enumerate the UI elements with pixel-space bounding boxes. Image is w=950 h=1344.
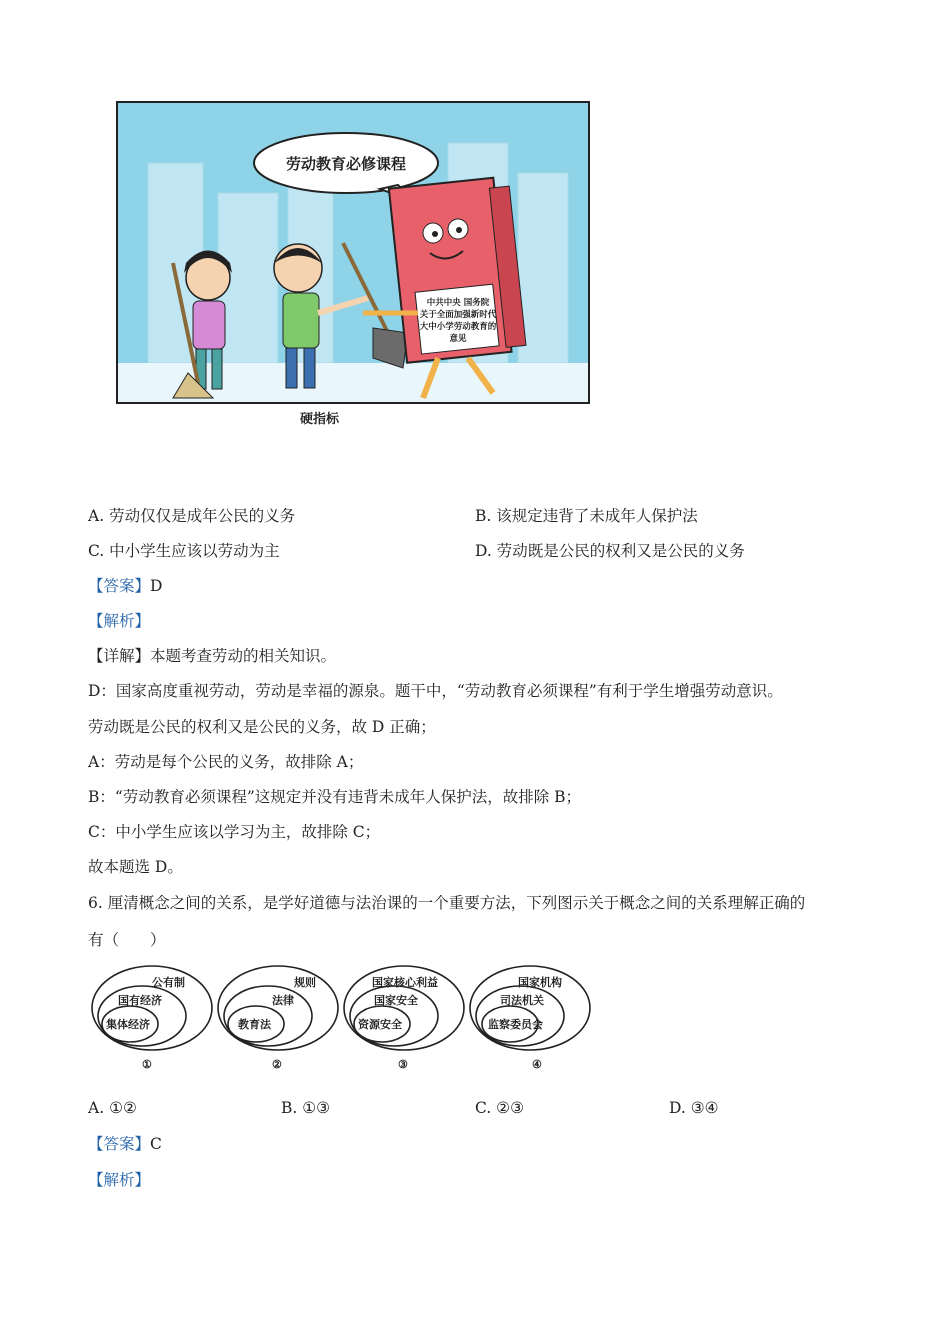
option-label: C. — [475, 1099, 492, 1117]
detail-text: 本题考查劳动的相关知识。 — [150, 647, 337, 665]
book-text-line-1: 中共中央 国务院 — [426, 298, 490, 308]
option-text: ②③ — [496, 1099, 524, 1117]
q5-explain-line-1: D：国家高度重视劳动，劳动是幸福的源泉。题干中，“劳动教育必须课程”有利于学生增强劳动意识。 — [88, 682, 783, 700]
option-text: ①③ — [302, 1099, 331, 1117]
option-label: C. — [88, 542, 105, 560]
diagram1-middle-label: 国有经济 — [118, 994, 162, 1007]
option-text: ①② — [109, 1099, 137, 1117]
diagram4-middle-label: 司法机关 — [500, 994, 544, 1007]
option-label: A. — [88, 1099, 105, 1117]
concept-diagrams-svg — [90, 962, 600, 1074]
answer-tag: 【答案】 — [88, 1135, 151, 1153]
answer-value: D — [150, 577, 163, 595]
option-text: 该规定违背了未成年人保护法 — [496, 507, 698, 525]
option-text: ③④ — [690, 1099, 719, 1117]
diagram1-inner-label: 集体经济 — [106, 1018, 150, 1031]
q5-explain-line-3: A：劳动是每个公民的义务，故排除 A； — [88, 753, 364, 771]
diagram1-outer-label: 公有制 — [152, 976, 185, 989]
diagram3-outer-label: 国家核心利益 — [372, 976, 438, 989]
option-text: 中小学生应该以劳动为主 — [109, 542, 280, 560]
q5-option-a — [88, 506, 295, 526]
diagram4-outer-label: 国家机构 — [518, 976, 562, 989]
q6-option-d — [669, 1098, 719, 1118]
diagram4-inner-label: 监察委员会 — [488, 1018, 543, 1031]
q5-explain-line-6: 故本题选 D。 — [88, 858, 183, 876]
q6-stem-line-2: 有（ ） — [88, 931, 166, 949]
option-text: 劳动既是公民的权利又是公民的义务 — [496, 542, 745, 560]
q5-option-c — [88, 541, 280, 561]
q5-option-b — [475, 506, 698, 526]
q6-option-b — [281, 1098, 330, 1118]
speech-bubble-text: 劳动教育必修课程 — [285, 155, 407, 173]
q5-option-d — [475, 541, 745, 561]
cartoon-svg — [118, 103, 588, 402]
q5-answer — [88, 576, 162, 596]
option-label: D. — [475, 542, 492, 560]
diagram3-inner-label: 资源安全 — [358, 1018, 402, 1031]
book-text-line-2: 关于全面加强新时代 — [419, 310, 497, 320]
book-text-line-4: 意见 — [449, 334, 467, 344]
option-label: B. — [475, 507, 492, 525]
q5-explain-line-5: C：中小学生应该以学习为主，故排除 C； — [88, 823, 381, 841]
diagram1-number: ① — [142, 1058, 152, 1071]
diagram2-middle-label: 法律 — [272, 994, 294, 1007]
diagram2-number: ② — [272, 1058, 282, 1071]
diagram4-number: ④ — [532, 1058, 542, 1071]
q6-answer — [88, 1134, 162, 1154]
cartoon-illustration — [116, 101, 590, 404]
diagram3-middle-label: 国家安全 — [374, 994, 418, 1007]
answer-tag: 【答案】 — [88, 577, 151, 595]
book-text-line-3: 大中小学劳动教育的 — [419, 322, 497, 332]
option-label: D. — [669, 1099, 686, 1117]
q5-detail — [88, 646, 336, 666]
q5-analysis-tag: 【解析】 — [88, 612, 151, 630]
detail-tag: 【详解】 — [88, 647, 151, 665]
q5-explain-line-4: B：“劳动教育必须课程”这规定并没有违背未成年人保护法，故排除 B； — [88, 788, 582, 806]
answer-value: C — [150, 1135, 162, 1153]
cartoon-caption: 硬指标 — [300, 412, 340, 427]
concept-diagrams — [90, 962, 600, 1074]
q6-option-c — [475, 1098, 524, 1118]
diagram3-number: ③ — [398, 1058, 408, 1071]
diagram2-outer-label: 规则 — [294, 976, 316, 989]
option-label: A. — [88, 507, 105, 525]
q6-analysis-tag: 【解析】 — [88, 1171, 151, 1189]
q6-option-a — [88, 1098, 137, 1118]
q5-explain-line-2: 劳动既是公民的权利又是公民的义务，故 D 正确； — [88, 718, 436, 736]
option-label: B. — [281, 1099, 298, 1117]
diagram2-inner-label: 教育法 — [238, 1018, 271, 1031]
option-text: 劳动仅仅是成年公民的义务 — [109, 507, 296, 525]
q6-stem-line-1: 6. 厘清概念之间的关系，是学好道德与法治课的一个重要方法，下列图示关于概念之间的关系理解正确的 — [88, 894, 806, 912]
